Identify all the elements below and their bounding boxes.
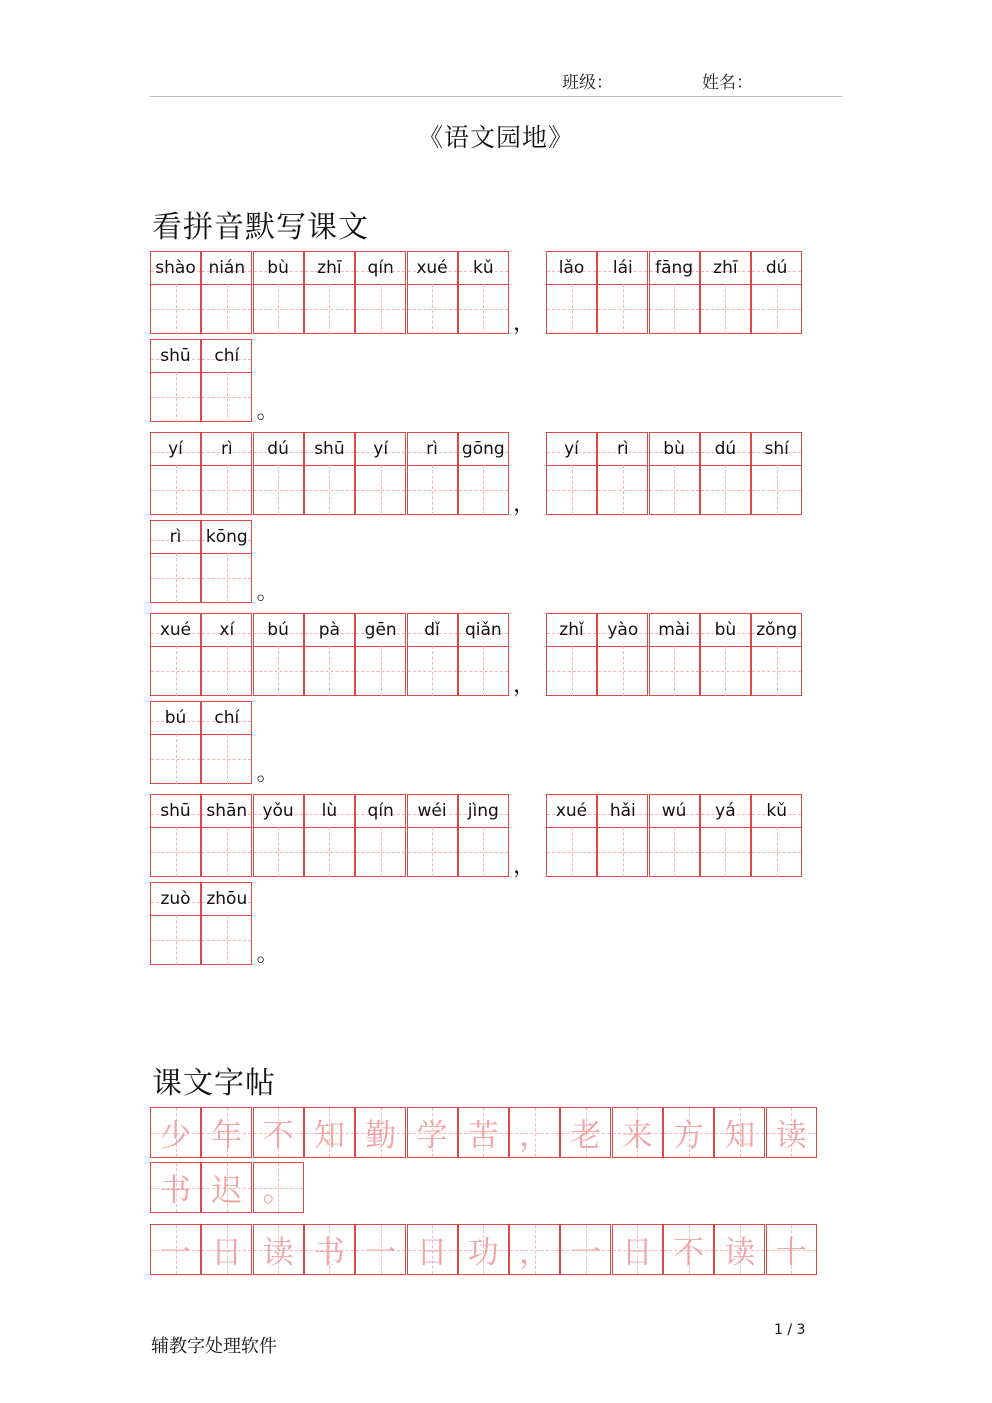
pinyin-cell bbox=[751, 432, 802, 515]
writing-box[interactable] bbox=[547, 646, 596, 696]
pinyin-label: dú bbox=[254, 433, 303, 466]
pinyin-label: wéi bbox=[408, 795, 457, 828]
tracing-cell: 来 bbox=[612, 1107, 663, 1158]
pinyin-label: pà bbox=[305, 614, 354, 647]
section-title-dictation: 看拼音默写课文 bbox=[152, 210, 369, 245]
pinyin-label: bú bbox=[254, 614, 303, 647]
pinyin-cell bbox=[649, 432, 700, 515]
tracing-cell: 日 bbox=[612, 1224, 663, 1275]
writing-box[interactable] bbox=[151, 646, 200, 696]
pinyin-label: rì bbox=[408, 433, 457, 466]
tracing-cell: 老 bbox=[560, 1107, 611, 1158]
punctuation-mark: ， bbox=[513, 854, 536, 879]
pinyin-label: xué bbox=[547, 795, 596, 828]
pinyin-cell bbox=[253, 794, 304, 877]
writing-box[interactable] bbox=[202, 915, 251, 965]
pinyin-label: zhī bbox=[701, 252, 750, 285]
pinyin-cell bbox=[458, 251, 509, 334]
writing-box[interactable] bbox=[701, 465, 750, 515]
writing-box[interactable] bbox=[202, 646, 251, 696]
header-rule bbox=[150, 96, 842, 97]
writing-box[interactable] bbox=[408, 827, 457, 877]
pinyin-cell bbox=[355, 613, 406, 696]
writing-box[interactable] bbox=[408, 284, 457, 334]
pinyin-cell bbox=[355, 251, 406, 334]
writing-box[interactable] bbox=[752, 465, 801, 515]
tracing-cell: 年 bbox=[201, 1107, 252, 1158]
pinyin-label: rì bbox=[151, 521, 200, 554]
pinyin-label: chí bbox=[202, 340, 251, 373]
pinyin-label: shān bbox=[202, 795, 251, 828]
tracing-cell: 迟 bbox=[201, 1162, 252, 1213]
writing-box[interactable] bbox=[202, 553, 251, 603]
pinyin-cell bbox=[649, 613, 700, 696]
tracing-cell: 知 bbox=[304, 1107, 355, 1158]
pinyin-label: shí bbox=[752, 433, 801, 466]
writing-box[interactable] bbox=[151, 734, 200, 784]
footer-software-name: 辅教字处理软件 bbox=[151, 1336, 277, 1357]
tracing-cell: 功 bbox=[458, 1224, 509, 1275]
tracing-cell: 一 bbox=[355, 1224, 406, 1275]
tracing-cell: 勤 bbox=[355, 1107, 406, 1158]
pinyin-label: shū bbox=[305, 433, 354, 466]
writing-box[interactable] bbox=[356, 465, 405, 515]
writing-box[interactable] bbox=[305, 284, 354, 334]
pinyin-label: kǔ bbox=[459, 252, 508, 285]
writing-box[interactable] bbox=[701, 827, 750, 877]
pinyin-cell bbox=[150, 794, 201, 877]
pinyin-cell bbox=[700, 251, 751, 334]
writing-box[interactable] bbox=[254, 827, 303, 877]
pinyin-cell bbox=[458, 613, 509, 696]
pinyin-cell bbox=[253, 613, 304, 696]
pinyin-label: yí bbox=[547, 433, 596, 466]
pinyin-cell bbox=[546, 794, 597, 877]
pinyin-label: shào bbox=[151, 252, 200, 285]
pinyin-label: chí bbox=[202, 702, 251, 735]
pinyin-label: bú bbox=[151, 702, 200, 735]
writing-box[interactable] bbox=[202, 465, 251, 515]
pinyin-cell bbox=[150, 432, 201, 515]
section-title-copybook: 课文字帖 bbox=[152, 1066, 276, 1101]
pinyin-label: hǎi bbox=[598, 795, 647, 828]
tracing-cell: 十 bbox=[766, 1224, 817, 1275]
writing-box[interactable] bbox=[547, 284, 596, 334]
tracing-cell: 知 bbox=[714, 1107, 765, 1158]
pinyin-cell bbox=[304, 613, 355, 696]
tracing-cell: 方 bbox=[663, 1107, 714, 1158]
tracing-cell: 读 bbox=[253, 1224, 304, 1275]
class-label: 班级： bbox=[562, 73, 613, 93]
pinyin-label: bù bbox=[650, 433, 699, 466]
pinyin-cell bbox=[407, 251, 458, 334]
writing-box[interactable] bbox=[701, 646, 750, 696]
writing-box[interactable] bbox=[650, 827, 699, 877]
writing-box[interactable] bbox=[459, 465, 508, 515]
pinyin-cell bbox=[304, 794, 355, 877]
writing-box[interactable] bbox=[752, 284, 801, 334]
writing-box[interactable] bbox=[752, 827, 801, 877]
tracing-cell: 。 bbox=[253, 1162, 304, 1213]
pinyin-label: yí bbox=[356, 433, 405, 466]
writing-box[interactable] bbox=[202, 284, 251, 334]
pinyin-label: qiǎn bbox=[459, 614, 508, 647]
pinyin-cell bbox=[355, 794, 406, 877]
writing-box[interactable] bbox=[459, 827, 508, 877]
pinyin-label: zuò bbox=[151, 883, 200, 916]
writing-box[interactable] bbox=[254, 646, 303, 696]
pinyin-cell bbox=[253, 251, 304, 334]
tracing-cell: 苦 bbox=[458, 1107, 509, 1158]
pinyin-cell bbox=[751, 251, 802, 334]
pinyin-cell bbox=[458, 794, 509, 877]
pinyin-label: nián bbox=[202, 252, 251, 285]
pinyin-cell bbox=[597, 613, 648, 696]
writing-box[interactable] bbox=[547, 465, 596, 515]
pinyin-label: jìng bbox=[459, 795, 508, 828]
pinyin-label: rì bbox=[598, 433, 647, 466]
pinyin-label: lǎo bbox=[547, 252, 596, 285]
pinyin-cell bbox=[407, 794, 458, 877]
punctuation-mark: 。 bbox=[256, 399, 279, 424]
writing-box[interactable] bbox=[151, 915, 200, 965]
writing-box[interactable] bbox=[598, 646, 647, 696]
tracing-cell: 读 bbox=[766, 1107, 817, 1158]
pinyin-cell bbox=[751, 794, 802, 877]
writing-box[interactable] bbox=[598, 827, 647, 877]
tracing-cell: ， bbox=[509, 1224, 560, 1275]
pinyin-cell bbox=[597, 794, 648, 877]
punctuation-mark: ， bbox=[513, 311, 536, 336]
pinyin-cell bbox=[201, 339, 252, 422]
pinyin-label: kōng bbox=[202, 521, 251, 554]
tracing-cell: 学 bbox=[407, 1107, 458, 1158]
writing-box[interactable] bbox=[305, 646, 354, 696]
pinyin-cell bbox=[597, 432, 648, 515]
pinyin-cell bbox=[304, 251, 355, 334]
writing-box[interactable] bbox=[202, 372, 251, 422]
pinyin-cell bbox=[201, 882, 252, 965]
pinyin-cell bbox=[751, 613, 802, 696]
writing-box[interactable] bbox=[408, 646, 457, 696]
pinyin-label: yǒu bbox=[254, 795, 303, 828]
pinyin-cell bbox=[253, 432, 304, 515]
pinyin-label: yá bbox=[701, 795, 750, 828]
tracing-cell: ， bbox=[509, 1107, 560, 1158]
writing-box[interactable] bbox=[305, 465, 354, 515]
pinyin-cell bbox=[150, 613, 201, 696]
pinyin-label: qín bbox=[356, 795, 405, 828]
pinyin-label: gōng bbox=[459, 433, 508, 466]
writing-box[interactable] bbox=[459, 284, 508, 334]
punctuation-mark: 。 bbox=[256, 761, 279, 786]
pinyin-label: shū bbox=[151, 340, 200, 373]
pinyin-label: dǐ bbox=[408, 614, 457, 647]
pinyin-cell bbox=[700, 613, 751, 696]
pinyin-cell bbox=[700, 432, 751, 515]
pinyin-cell bbox=[201, 520, 252, 603]
page-number: 1 / 3 bbox=[774, 1322, 806, 1338]
pinyin-label: lái bbox=[598, 252, 647, 285]
pinyin-cell bbox=[649, 794, 700, 877]
writing-box[interactable] bbox=[459, 646, 508, 696]
writing-box[interactable] bbox=[151, 553, 200, 603]
pinyin-label: zǒng bbox=[752, 614, 801, 647]
writing-box[interactable] bbox=[202, 827, 251, 877]
pinyin-cell bbox=[407, 432, 458, 515]
tracing-cell: 日 bbox=[201, 1224, 252, 1275]
writing-box[interactable] bbox=[254, 465, 303, 515]
pinyin-label: zhǐ bbox=[547, 614, 596, 647]
tracing-cell: 少 bbox=[150, 1107, 201, 1158]
pinyin-label: yào bbox=[598, 614, 647, 647]
pinyin-cell bbox=[304, 432, 355, 515]
writing-box[interactable] bbox=[151, 827, 200, 877]
writing-box[interactable] bbox=[151, 284, 200, 334]
document-title: 《语文园地》 bbox=[417, 123, 574, 152]
writing-box[interactable] bbox=[151, 465, 200, 515]
writing-box[interactable] bbox=[598, 284, 647, 334]
writing-box[interactable] bbox=[408, 465, 457, 515]
pinyin-label: xué bbox=[408, 252, 457, 285]
pinyin-cell bbox=[150, 701, 201, 784]
pinyin-label: rì bbox=[202, 433, 251, 466]
pinyin-label: wú bbox=[650, 795, 699, 828]
pinyin-cell bbox=[700, 794, 751, 877]
pinyin-cell bbox=[201, 701, 252, 784]
writing-box[interactable] bbox=[356, 284, 405, 334]
writing-box[interactable] bbox=[254, 284, 303, 334]
pinyin-label: qín bbox=[356, 252, 405, 285]
pinyin-cell bbox=[201, 251, 252, 334]
pinyin-label: dú bbox=[701, 433, 750, 466]
punctuation-mark: ， bbox=[513, 673, 536, 698]
pinyin-cell bbox=[649, 251, 700, 334]
writing-box[interactable] bbox=[650, 284, 699, 334]
tracing-cell: 不 bbox=[663, 1224, 714, 1275]
pinyin-cell bbox=[458, 432, 509, 515]
pinyin-label: fāng bbox=[650, 252, 699, 285]
pinyin-label: gēn bbox=[356, 614, 405, 647]
writing-box[interactable] bbox=[202, 734, 251, 784]
pinyin-cell bbox=[407, 613, 458, 696]
tracing-cell: 书 bbox=[150, 1162, 201, 1213]
pinyin-label: yí bbox=[151, 433, 200, 466]
tracing-cell: 一 bbox=[150, 1224, 201, 1275]
pinyin-cell bbox=[150, 882, 201, 965]
tracing-cell: 日 bbox=[407, 1224, 458, 1275]
punctuation-mark: 。 bbox=[256, 942, 279, 967]
tracing-cell: 一 bbox=[560, 1224, 611, 1275]
writing-box[interactable] bbox=[151, 372, 200, 422]
pinyin-label: bù bbox=[701, 614, 750, 647]
writing-box[interactable] bbox=[650, 646, 699, 696]
pinyin-cell bbox=[597, 251, 648, 334]
pinyin-cell bbox=[546, 251, 597, 334]
name-label: 姓名： bbox=[702, 73, 753, 93]
writing-box[interactable] bbox=[356, 646, 405, 696]
pinyin-cell bbox=[201, 432, 252, 515]
writing-box[interactable] bbox=[356, 827, 405, 877]
pinyin-label: zhī bbox=[305, 252, 354, 285]
punctuation-mark: 。 bbox=[256, 580, 279, 605]
writing-box[interactable] bbox=[305, 827, 354, 877]
pinyin-cell bbox=[150, 251, 201, 334]
tracing-cell: 书 bbox=[304, 1224, 355, 1275]
punctuation-mark: ， bbox=[513, 492, 536, 517]
pinyin-cell bbox=[150, 339, 201, 422]
pinyin-cell bbox=[201, 613, 252, 696]
pinyin-label: dú bbox=[752, 252, 801, 285]
writing-box[interactable] bbox=[598, 465, 647, 515]
pinyin-cell bbox=[201, 794, 252, 877]
pinyin-cell bbox=[150, 520, 201, 603]
pinyin-label: zhōu bbox=[202, 883, 251, 916]
pinyin-label: xí bbox=[202, 614, 251, 647]
pinyin-cell bbox=[355, 432, 406, 515]
pinyin-label: lù bbox=[305, 795, 354, 828]
pinyin-cell bbox=[546, 613, 597, 696]
pinyin-label: shū bbox=[151, 795, 200, 828]
tracing-cell: 读 bbox=[714, 1224, 765, 1275]
writing-box[interactable] bbox=[701, 284, 750, 334]
pinyin-label: mài bbox=[650, 614, 699, 647]
tracing-cell: 不 bbox=[253, 1107, 304, 1158]
pinyin-label: kǔ bbox=[752, 795, 801, 828]
pinyin-label: xué bbox=[151, 614, 200, 647]
pinyin-label: bù bbox=[254, 252, 303, 285]
writing-box[interactable] bbox=[547, 827, 596, 877]
pinyin-cell bbox=[546, 432, 597, 515]
writing-box[interactable] bbox=[752, 646, 801, 696]
writing-box[interactable] bbox=[650, 465, 699, 515]
